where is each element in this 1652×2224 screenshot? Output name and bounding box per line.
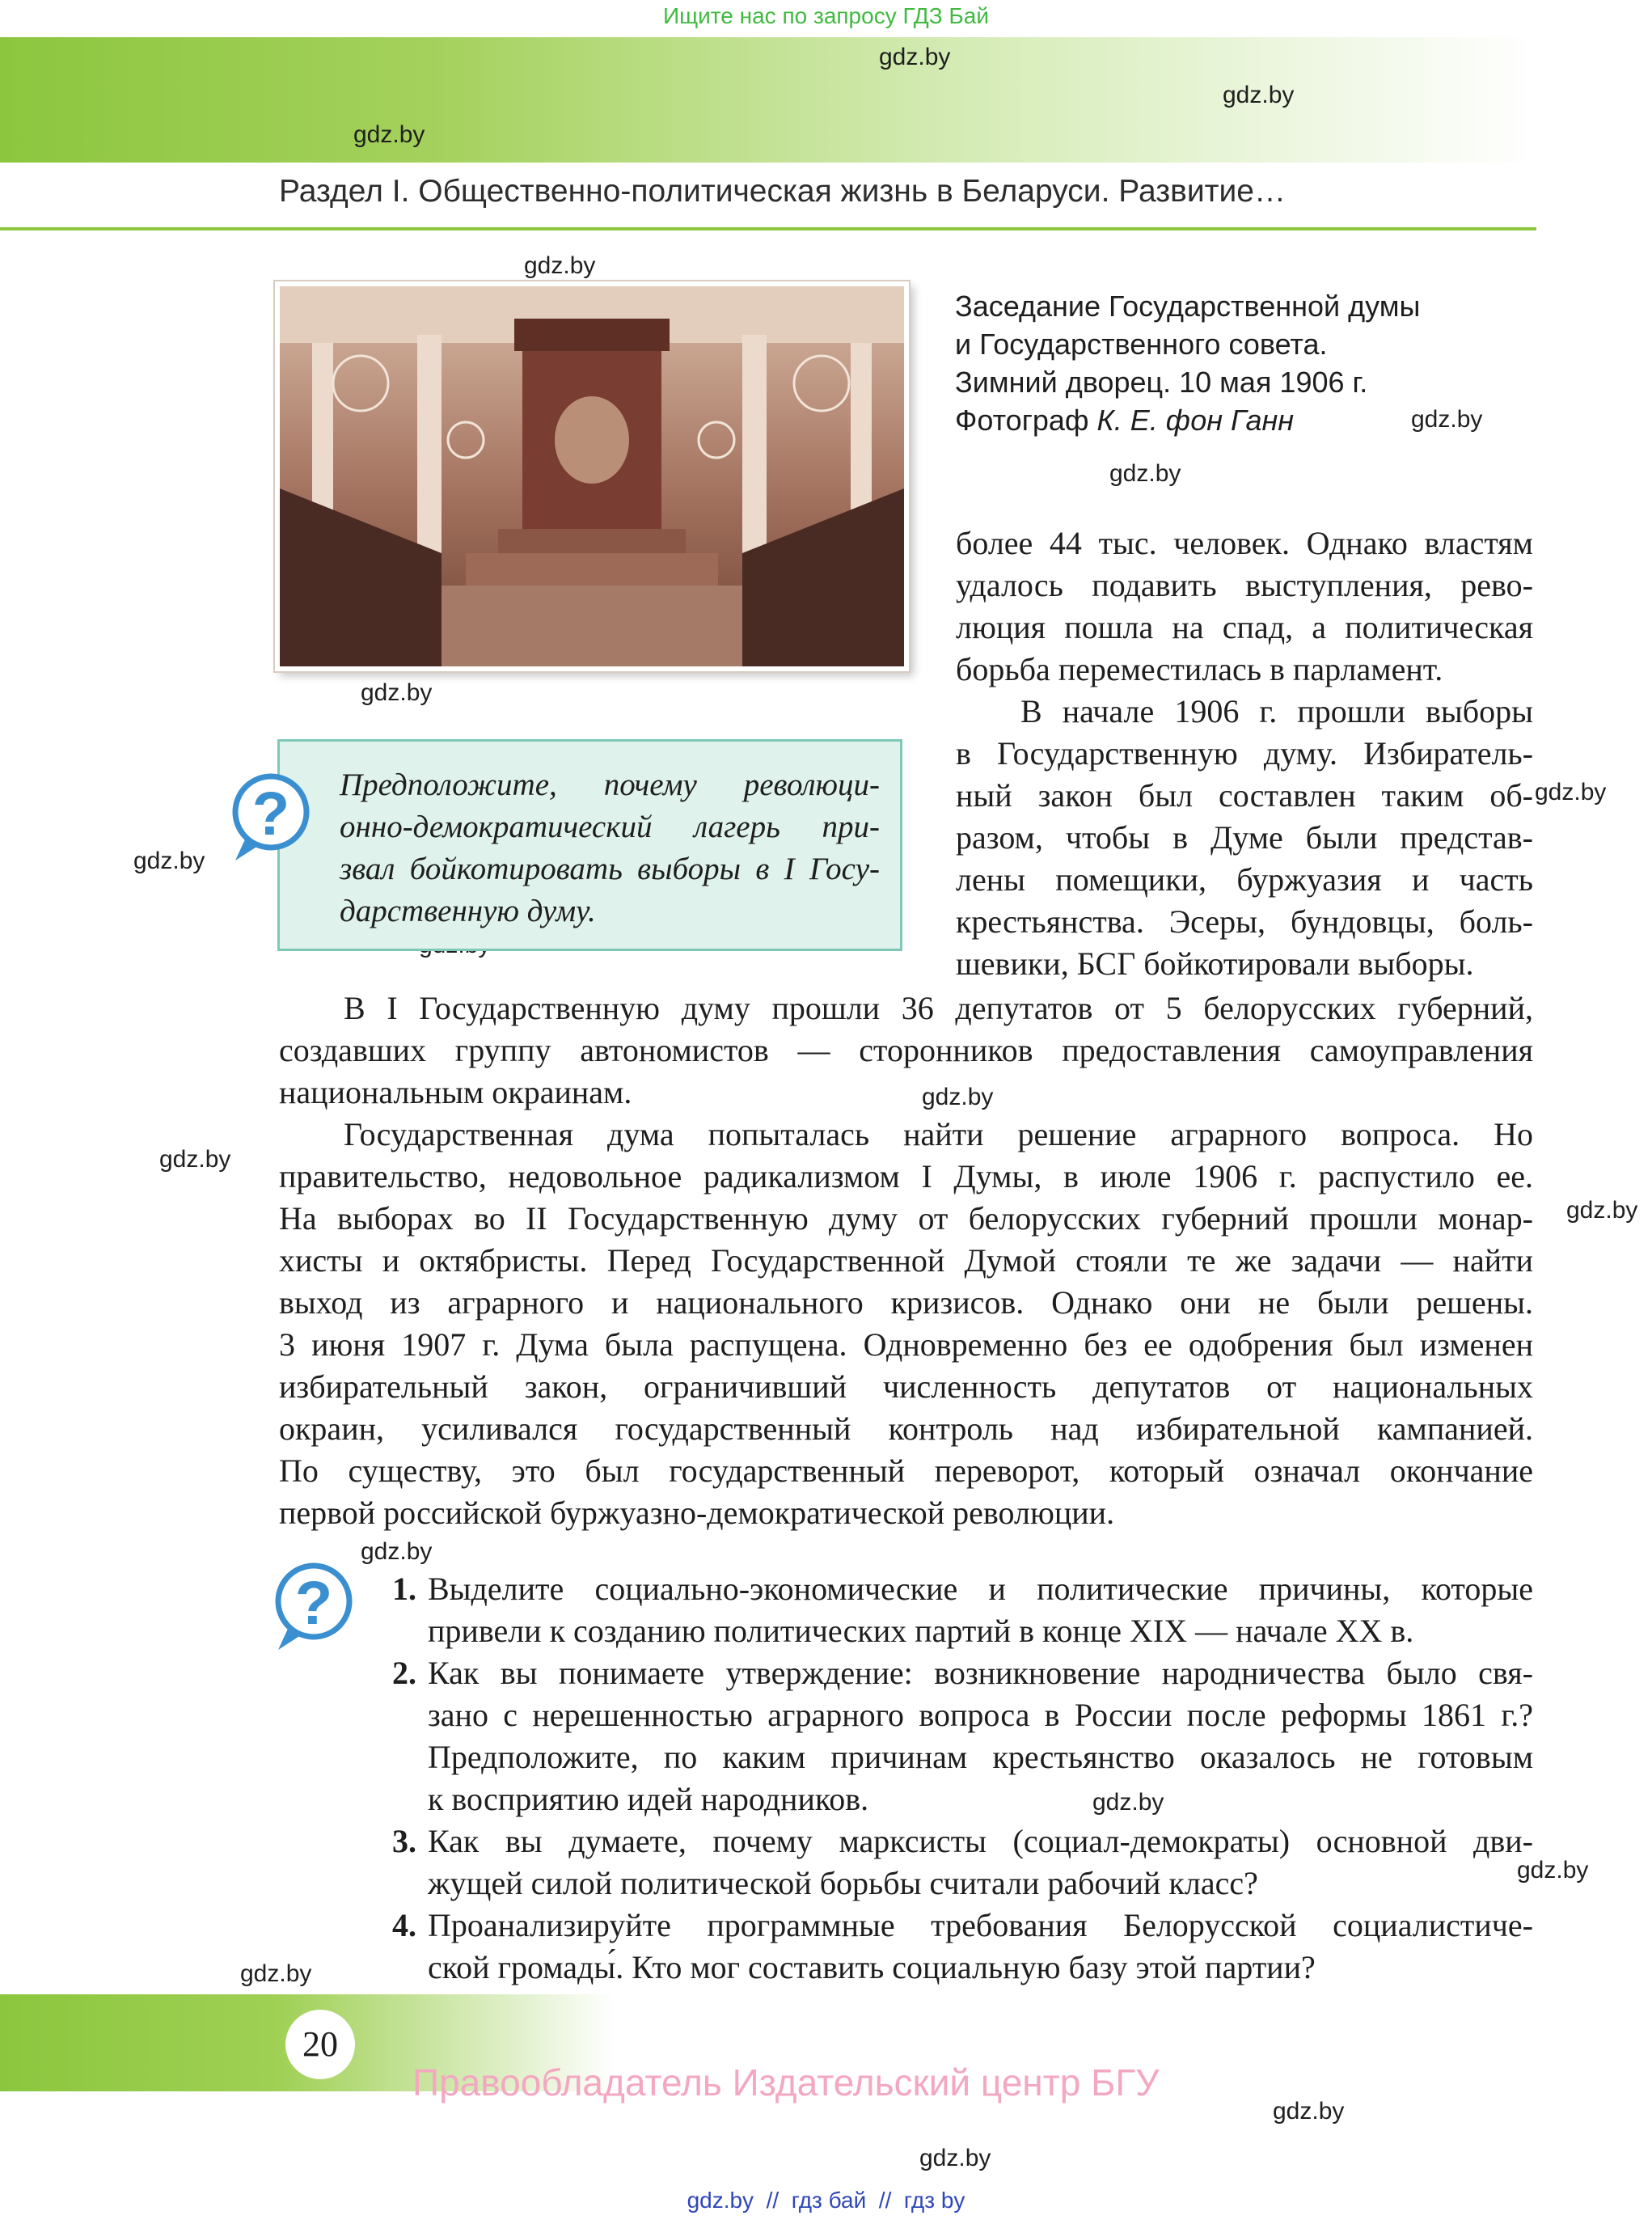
caption-line: Заседание Государственной думы <box>955 290 1421 323</box>
question-box-line: Предположите, почему революци- <box>340 767 880 802</box>
question-line: Как вы понимаете утверждение: возникновение народничества было свя- <box>428 1655 1533 1691</box>
question-line: ской громады́. Кто мог составить социальную базу этой партии? <box>428 1949 1316 1985</box>
paragraph-line: шевики, БСГ бойкотировали выборы. <box>956 945 1474 982</box>
figure-caption <box>955 287 1420 439</box>
paragraph-line: избирательный закон, ограничивший численность депутатов от национальных <box>279 1368 1533 1405</box>
question-number: 4. <box>392 1907 416 1943</box>
question-line: к восприятию идей народников. <box>428 1781 869 1817</box>
question-number: 3. <box>392 1823 416 1859</box>
paragraph-line: На выборах во II Государственную думу от белорусских губерний прошли монар- <box>279 1200 1533 1237</box>
paragraph-line: В начале 1906 г. прошли выборы <box>1020 693 1533 729</box>
header-rule <box>0 227 1536 230</box>
question-line: зано с нерешенностью аграрного вопроса в России после реформы 1861 г.? <box>428 1697 1533 1733</box>
watermark: gdz.by <box>1109 460 1181 487</box>
top-search-banner[interactable]: Ищите нас по запросу ГДЗ Бай <box>662 3 990 28</box>
watermark: gdz.by <box>919 2145 991 2171</box>
watermark: gdz.by <box>133 848 205 874</box>
caption-line: Зимний дворец. 10 мая 1906 г. <box>955 366 1368 399</box>
paragraph-line: окраин, усиливался государственный контроль над избирательной кампанией. <box>279 1410 1533 1447</box>
watermark: gdz.by <box>1517 1857 1589 1884</box>
svg-text:?: ? <box>294 1569 333 1638</box>
watermark: gdz.by <box>361 1538 433 1565</box>
question-line: Выделите социально-экономические и политические причины, которые <box>428 1571 1533 1607</box>
paragraph-line: борьба переместилась в парламент. <box>956 651 1443 687</box>
paragraph-line: национальным окраинам. <box>279 1074 632 1110</box>
paragraph-line: хисты и октябристы. Перед Государственной Думой стояли те же задачи — найти <box>279 1242 1533 1279</box>
question-box-line: звал бойкотировать выборы в I Госу- <box>340 852 880 886</box>
rights-holder: Правообладатель Издательский центр БГУ <box>412 2061 1160 2103</box>
watermark: gdz.by <box>1223 82 1295 108</box>
svg-text:?: ? <box>251 780 290 848</box>
question-bubble-icon <box>272 1559 353 1655</box>
watermark: gdz.by <box>159 1146 231 1173</box>
watermark: gdz.by <box>353 121 425 148</box>
watermark: gdz.by <box>1092 1789 1164 1816</box>
question-bubble-icon <box>229 770 310 865</box>
photo-illustration <box>280 286 904 666</box>
section-title: Раздел I. Общественно-политическая жизнь в Беларуси. Развитие… <box>279 174 1286 209</box>
question-number: 1. <box>392 1571 416 1607</box>
paragraph-line: создавших группу автономистов — сторонников предоставления самоуправления <box>279 1032 1533 1068</box>
watermark: gdz.by <box>240 1960 312 1987</box>
caption-line: Фотограф <box>955 404 1097 437</box>
question-line: Проанализируйте программные требования Белорусской социалистиче- <box>428 1907 1533 1943</box>
paragraph-line: Государственная дума попыталась найти решение аграрного вопроса. Но <box>344 1116 1533 1152</box>
question-line: Предположите, по каким причинам крестьянство оказалось не готовым <box>428 1739 1533 1775</box>
watermark: gdz.by <box>1535 779 1607 805</box>
question-number: 2. <box>392 1655 416 1691</box>
paragraph-line: лены помещики, буржуазия и часть <box>956 861 1533 898</box>
question-box-line: онно-демократический лагерь при- <box>340 810 880 844</box>
question-box-line: дарственную думу. <box>340 894 596 928</box>
bottom-links[interactable]: gdz.by // гдз бай // гдз by <box>687 2188 965 2213</box>
watermark: gdz.by <box>1273 2098 1345 2125</box>
caption-author: К. Е. фон Ганн <box>1096 404 1295 437</box>
watermark: gdz.by <box>879 44 951 70</box>
paragraph-line: правительство, недовольное радикализмом I Думы, в июле 1906 г. распустило ее. <box>279 1158 1533 1194</box>
caption-line: и Государственного совета. <box>955 328 1328 361</box>
paragraph-line: крестьянства. Эсеры, бундовцы, боль- <box>956 903 1533 940</box>
page-number: 20 <box>285 2010 355 2079</box>
question-line: привели к созданию политических партий в конце XIX — начале XX в. <box>428 1613 1414 1649</box>
paragraph-line: ный закон был составлен таким об- <box>956 777 1533 814</box>
paragraph-line: удалось подавить выступления, рево- <box>956 567 1533 603</box>
historical-photo <box>275 281 909 671</box>
header-band <box>0 37 1536 163</box>
question-line: жущей силой политической борьбы считали рабочий класс? <box>428 1865 1258 1901</box>
paragraph-line: разом, чтобы в Думе были представ- <box>956 819 1533 856</box>
watermark: gdz.by <box>922 1084 994 1110</box>
paragraph-line: По существу, это был государственный переворот, который означал окончание <box>279 1452 1533 1489</box>
paragraph-line: В I Государственную думу прошли 36 депутатов от 5 белорусских губерний, <box>344 990 1533 1026</box>
paragraph-line: 3 июня 1907 г. Дума была распущена. Одновременно без ее одобрения был изменен <box>279 1326 1533 1363</box>
paragraph-line: выход из аграрного и национального кризисов. Однако они не были решены. <box>279 1284 1533 1321</box>
paragraph-line: в Государственную думу. Избиратель- <box>956 735 1533 772</box>
watermark: gdz.by <box>524 252 596 279</box>
paragraph-line: первой российской буржуазно-демократической революции. <box>279 1495 1115 1531</box>
watermark: gdz.by <box>361 679 433 706</box>
question-line: Как вы думаете, почему марксисты (социал-демократы) основной дви- <box>428 1823 1533 1859</box>
watermark: gdz.by <box>1566 1197 1638 1224</box>
caption-line <box>955 401 1420 439</box>
paragraph-line: люция пошла на спад, а политическая <box>956 609 1533 645</box>
paragraph-line: более 44 тыс. человек. Однако властям <box>956 525 1533 561</box>
watermark: gdz.by <box>1411 406 1483 433</box>
